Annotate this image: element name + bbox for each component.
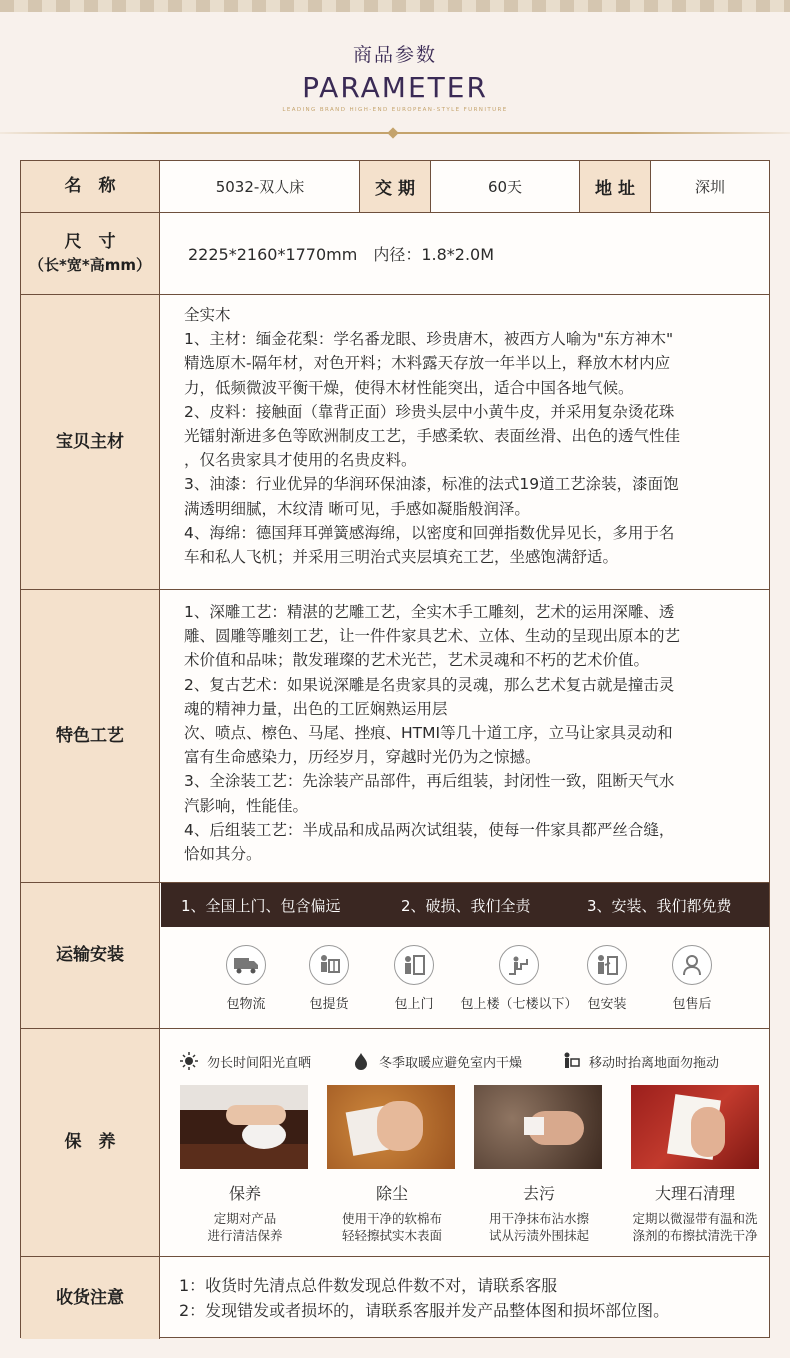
care-item-stain: [474, 1085, 604, 1244]
care-photo-dust: [327, 1085, 455, 1169]
service-install: [562, 945, 652, 1012]
row-size: [21, 213, 769, 295]
material-line: 1、主材：缅金花梨：学名番龙眼、珍贵唐木，被西方人喻为"东方神木": [184, 330, 674, 349]
service-label: 包物流: [226, 997, 266, 1012]
row-care: [21, 1029, 769, 1257]
craft-line: 1、深雕工艺：精湛的艺雕工艺，全实木手工雕刻，艺术的运用深雕、透: [184, 603, 675, 621]
craft-line: 雕、圆雕等雕刻工艺，让一件件家具艺术、立体、生动的呈现出原本的艺: [184, 627, 681, 646]
material-text: [184, 303, 751, 569]
row-name: [21, 161, 769, 213]
care-item-title: 去污: [522, 1184, 555, 1203]
care-item-desc: 定期以微湿带有温和洗 涤剂的布擦拭清洗干净: [632, 1211, 758, 1243]
delivery-value: 60天: [431, 161, 580, 212]
care-photo-stain: [474, 1085, 602, 1169]
row-notice: [21, 1257, 769, 1339]
material-line: 3、油漆：行业优异的华润环保油漆，标准的法式19道工艺涂装，漆面饱: [184, 475, 679, 494]
material-line: ，仅名贵家具才使用的名贵皮料。: [184, 451, 417, 470]
section-title-cn: 商品参数: [352, 44, 437, 66]
service-label: 包安装: [587, 997, 627, 1012]
service-stairs: [459, 945, 579, 1012]
section-header: [0, 40, 790, 113]
aftersale-icon: [672, 945, 712, 985]
care-photo-maintain: [180, 1085, 308, 1169]
notice-line: 1：收货时先清点总件数发现总件数不对，请联系客服: [179, 1276, 558, 1295]
size-label-line2: （长*宽*高mm）: [29, 255, 151, 274]
section-subtitle: LEADING BRAND HIGH-END EUROPEAN-STYLE FURNITURE: [282, 107, 508, 113]
notice-line: 2：发现错发或者损坏的，请联系客服并发产品整体图和损坏部位图。: [179, 1301, 670, 1320]
pickup-icon: [309, 945, 349, 985]
care-item-dust: [327, 1085, 457, 1244]
craft-label: 特色工艺: [21, 590, 160, 882]
name-label: 名 称: [21, 161, 160, 212]
material-line: 精选原木-隔年材，对色开料；木料露天存放一年半以上，释放木材内应: [184, 354, 671, 373]
craft-line: 术价值和品味；散发璀璨的艺术光芒，艺术灵魂和不朽的艺术价值。: [184, 651, 650, 670]
care-tip-humidity: [351, 1051, 522, 1071]
shipping-promise-3: 3、安装、我们都免费: [587, 897, 732, 915]
notice-label: 收货注意: [21, 1257, 160, 1339]
craft-line: 次、喷点、檫色、马尾、挫痕、HTMI等几十道工序，立马让家具灵动和: [184, 724, 673, 743]
craft-line: 汽影响，性能佳。: [184, 796, 309, 815]
care-item-desc: 定期对产品 进行清洁保养: [207, 1211, 283, 1243]
door-icon: [394, 945, 434, 985]
material-label: 宝贝主材: [21, 295, 160, 589]
shipping-label: 运输安装: [21, 883, 160, 1028]
drop-icon: [351, 1051, 371, 1071]
craft-line: 恰如其分。: [184, 845, 262, 864]
service-pickup: [284, 945, 374, 1012]
service-logistics: [201, 945, 291, 1012]
address-label: 地 址: [580, 161, 651, 212]
row-material: [21, 295, 769, 590]
care-item-desc: 使用干净的软棉布 轻轻擦拭实木表面: [341, 1211, 442, 1243]
row-craft: [21, 590, 769, 883]
material-line: 车和私人飞机；并采用三明治式夹层填充工艺，坐感饱满舒适。: [184, 548, 619, 567]
section-title-en: PARAMETER: [302, 71, 488, 104]
shipping-promise-bar: [161, 883, 769, 927]
care-tip-text: 冬季取暖应避免室内干燥: [379, 1055, 523, 1071]
care-item-title: 除尘: [375, 1184, 408, 1203]
material-line: 全实木: [184, 306, 231, 324]
craft-line: 魂的精神力量，出色的工匠娴熟运用层: [184, 699, 448, 718]
material-line: 力，低频微波平衡干燥，使得木材性能突出，适合中国各地气候。: [184, 378, 634, 397]
shipping-promise-2: 2、破损、我们全责: [401, 897, 531, 915]
care-photo-marble: [631, 1085, 759, 1169]
size-label-line1: 尺 寸: [64, 232, 116, 253]
care-item-maintain: [180, 1085, 310, 1244]
name-value: 5032-双人床: [161, 161, 360, 212]
care-tip-text: 移动时抬离地面勿拖动: [589, 1055, 720, 1071]
craft-line: 富有生命感染力，历经岁月，穿越时光仍为之惊撼。: [184, 748, 541, 767]
service-label: 包上门: [394, 997, 434, 1012]
service-label: 包上楼（七楼以下）: [460, 997, 578, 1012]
address-value: 深圳: [694, 178, 725, 196]
care-tip-lift: [561, 1051, 719, 1071]
material-line: 满透明细腻，木纹清 晰可见，手感如凝脂般润泽。: [184, 499, 530, 518]
stairs-icon: [499, 945, 539, 985]
top-decorative-band: [0, 0, 790, 12]
lift-icon: [561, 1051, 581, 1071]
craft-line: 4、后组装工艺：半成品和成品两次试组装，使每一件家具都严丝合缝，: [184, 820, 675, 839]
delivery-label: 交 期: [360, 161, 431, 212]
shipping-promise-1: 1、全国上门、包含偏远: [181, 897, 341, 915]
service-label: 包提货: [309, 997, 349, 1012]
material-line: 2、皮料：接触面（靠背正面）珍贵头层中小黄牛皮，并采用复杂烫花珠: [184, 402, 675, 421]
craft-line: 3、全涂装工艺：先涂装产品部件，再后组装，封闭性一致，阻断天气水: [184, 772, 675, 791]
care-item-marble: [621, 1085, 769, 1244]
divider-diamond-icon: [387, 127, 398, 138]
install-icon: [587, 945, 627, 985]
care-label: 保 养: [21, 1029, 160, 1256]
material-line: 光镭射渐进多色等欧洲制皮工艺，手感柔软、表面丝滑、出色的透气性佳: [184, 427, 681, 446]
material-line: 4、海绵：德国拜耳弹簧感海绵，以密度和回弹指数优异见长，多用于名: [184, 523, 675, 542]
notice-text: [179, 1273, 759, 1323]
size-label: [21, 213, 160, 294]
service-aftersale: [647, 945, 737, 1012]
care-tip-text: 勿长时间阳光直晒: [207, 1055, 312, 1071]
craft-line: 2、复古艺术：如果说深雕是名贵家具的灵魂，那么艺术复古就是撞击灵: [184, 675, 675, 694]
care-item-title: 大理石清理: [654, 1184, 735, 1203]
truck-icon: [226, 945, 266, 985]
sun-icon: [179, 1051, 199, 1071]
care-item-desc: 用干净抹布沾水擦 试从污渍外围抹起: [488, 1211, 589, 1243]
service-label: 包售后: [672, 997, 712, 1012]
service-door: [369, 945, 459, 1012]
parameter-table: [20, 160, 770, 1338]
size-value: 2225*2160*1770mm 内径：1.8*2.0M: [188, 245, 495, 264]
care-tip-sun: [179, 1051, 311, 1071]
craft-text: [184, 600, 751, 866]
care-item-title: 保养: [228, 1184, 261, 1203]
row-shipping: [21, 883, 769, 1029]
